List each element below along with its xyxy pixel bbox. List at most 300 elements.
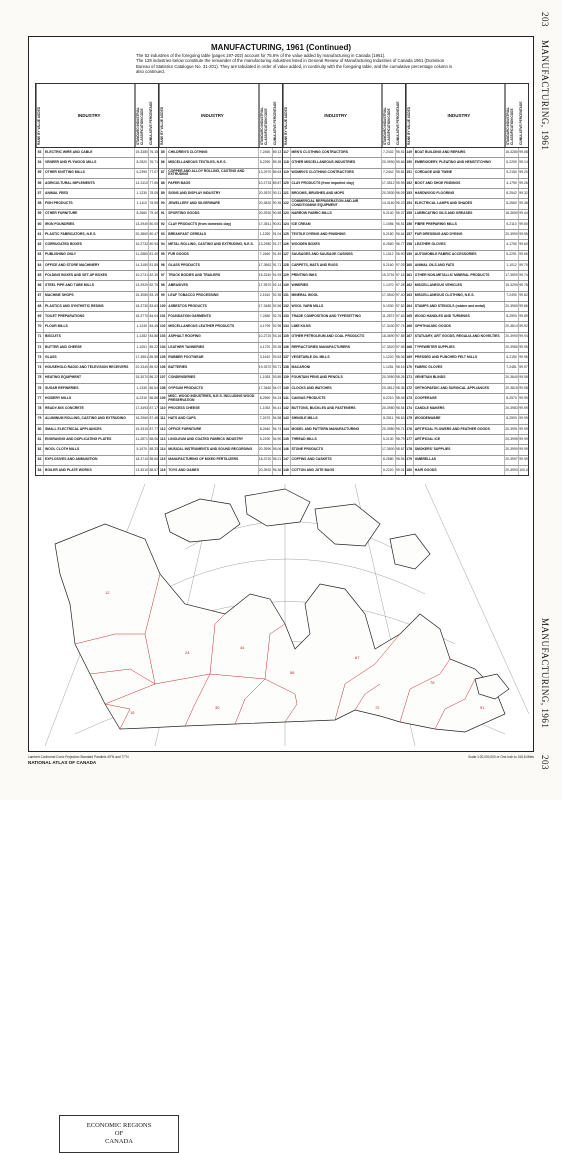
table-row xyxy=(159,148,281,158)
table-row xyxy=(159,435,281,445)
cumulative-cell: 99.98 xyxy=(519,375,528,380)
code-cell: 1-1110 xyxy=(135,199,149,208)
cumulative-cell: 91.49 xyxy=(272,252,282,257)
rank-cell: 167 xyxy=(406,333,414,342)
cumulative-cell: 99.08 xyxy=(519,149,528,154)
rank-cell: 152 xyxy=(406,179,414,188)
code-cell: 5-2160 xyxy=(382,261,396,270)
cumulative-cell: 80.94 xyxy=(149,242,158,247)
code-cell: 13-2940 xyxy=(135,220,149,229)
cumulative-cell: 88.06 xyxy=(149,436,158,441)
table-row xyxy=(159,302,281,312)
cumulative-cell: 97.74 xyxy=(396,324,405,329)
industry-cell: WOOL CLOTH MILLS xyxy=(44,445,135,454)
cumulative-cell: 99.99 xyxy=(519,447,528,452)
table-row xyxy=(283,333,405,343)
industry-cell: TRADE COMPOSITION AND TYPESETTING xyxy=(291,312,382,321)
header-industry: INDUSTRY xyxy=(291,84,382,147)
code-cell: 20-3814 xyxy=(505,322,519,331)
industry-cell: OTHER MISCELLANEOUS INDUSTRIES xyxy=(291,158,382,167)
code-cell: 13-2980 xyxy=(259,240,273,249)
industry-cell: LINOLEUM AND COATED FABRICS INDUSTRY xyxy=(167,435,258,444)
rank-cell: 140 xyxy=(283,384,291,393)
code-cell: 20-3860 xyxy=(135,230,149,239)
rank-cell: 141 xyxy=(283,394,291,403)
cumulative-cell: 99.99 xyxy=(519,457,528,462)
table-row xyxy=(283,302,405,312)
rank-cell: 162 xyxy=(406,281,414,290)
table-row xyxy=(159,374,281,384)
rank-cell: 113 xyxy=(159,435,167,444)
table-row xyxy=(159,292,281,302)
table-row xyxy=(283,435,405,445)
cumulative-cell: 77.07 xyxy=(149,170,158,175)
cumulative-cell: 92.35 xyxy=(272,293,282,298)
code-cell: 19-3310 xyxy=(135,425,149,434)
table-row xyxy=(159,425,281,435)
cumulative-cell: 76.71 xyxy=(149,160,158,165)
cumulative-cell: 91.71 xyxy=(272,262,282,267)
cumulative-cell: 95.95 xyxy=(396,180,405,185)
code-cell: 15-3290 xyxy=(505,281,519,290)
industry-cell: FUR DRESSING AND DYEING xyxy=(414,230,505,239)
cumulative-cell: 98.94 xyxy=(396,457,405,462)
rank-cell: 124 xyxy=(283,220,291,229)
code-cell: 17-3590 xyxy=(505,271,519,280)
table-body xyxy=(406,148,528,475)
rank-cell: 93 xyxy=(159,230,167,239)
cumulative-cell: 95.66 xyxy=(396,160,405,165)
industry-cell: CHILDREN'S CLOTHING xyxy=(167,148,258,157)
cumulative-cell: 99.86 xyxy=(519,303,528,308)
cumulative-cell: 99.32 xyxy=(519,190,528,195)
intro-paragraph: The 52 industries of the foregoing table (pages 197-202) account for 75.6% of the value added by manufacturing in Canada (1961). xyxy=(136,53,386,58)
industry-cell: OPHTHALMIC GOODS xyxy=(414,322,505,331)
table-row xyxy=(159,353,281,363)
industry-cell: CORRUGATED BOXES xyxy=(44,240,135,249)
table-row xyxy=(406,343,528,353)
table-row xyxy=(406,312,528,322)
table-row xyxy=(36,343,158,353)
code-cell: 17-3430 xyxy=(382,322,396,331)
header-cumulative: CUMULATIVE PERCENTAGE xyxy=(149,101,154,145)
rank-cell: 68 xyxy=(36,302,44,311)
cumulative-cell: 90.11 xyxy=(272,190,282,195)
code-cell: 11-2872 xyxy=(382,312,396,321)
table-row xyxy=(36,220,158,230)
rank-cell: 111 xyxy=(159,415,167,424)
header-code: STANDARD INDUSTRIAL CLASSIFICATION CODE xyxy=(382,84,396,147)
industry-cell: TYPEWRITER SUPPLIES xyxy=(414,343,505,352)
code-cell: 17-3500 xyxy=(382,445,396,454)
table-row xyxy=(406,384,528,394)
table-row xyxy=(406,251,528,261)
rank-cell: 90 xyxy=(159,199,167,208)
industry-cell: JEWELLERY AND SILVERWARE xyxy=(167,199,258,208)
industry-cell: SMOKERS' SUPPLIES xyxy=(414,445,505,454)
rank-cell: 170 xyxy=(406,363,414,372)
code-cell: 20-3993 xyxy=(505,466,519,475)
table-row xyxy=(36,404,158,414)
rank-cell: 180 xyxy=(406,466,414,475)
industry-cell: WOOL YARN MILLS xyxy=(291,302,382,311)
rank-cell: 133 xyxy=(283,312,291,321)
cumulative-cell: 89.13 xyxy=(272,149,282,154)
table-row xyxy=(406,363,528,373)
code-cell: 7-2450 xyxy=(259,148,273,157)
code-cell: 7-2480 xyxy=(259,312,273,321)
industry-cell: COOPERAGE xyxy=(414,394,505,403)
code-cell: 17-3520 xyxy=(382,343,396,352)
region-number: 78 xyxy=(430,680,435,685)
cumulative-cell: 99.74 xyxy=(519,272,528,277)
code-cell: 20-3980 xyxy=(382,404,396,413)
industry-cell: HAIR GOODS xyxy=(414,466,505,475)
industry-cell: BROOMS, BRUSHES AND MOPS xyxy=(291,189,382,198)
code-cell: 7-2490 xyxy=(505,292,519,301)
industry-cell: MISCELLANEOUS CLOTHING, N.E.S. xyxy=(414,292,505,301)
cumulative-cell: 97.16 xyxy=(396,272,405,277)
rank-cell: 67 xyxy=(36,292,44,301)
industry-cell: WOMEN'S CLOTHING CONTRACTORS xyxy=(291,169,382,178)
table-row xyxy=(36,363,158,373)
code-cell: 18-3730 xyxy=(135,302,149,311)
code-cell: 7-2470 xyxy=(259,415,273,424)
cumulative-cell: 98.36 xyxy=(396,385,405,390)
rank-cell: 87 xyxy=(159,169,167,178)
header-rank: RANK BY VALUE ADDED xyxy=(36,84,44,147)
cumulative-cell: 96.51 xyxy=(396,221,405,226)
region-number: 91 xyxy=(480,705,485,710)
rank-cell: 73 xyxy=(36,353,44,362)
industry-cell: MISCELLANEOUS VEHICLES xyxy=(414,281,505,290)
header-cumulative: CUMULATIVE PERCENTAGE xyxy=(272,101,277,145)
code-cell: 20-3990 xyxy=(505,445,519,454)
rank-cell: 72 xyxy=(36,343,44,352)
rank-cell: 106 xyxy=(159,363,167,372)
industry-cell: ANIMAL OILS AND FATS xyxy=(414,261,505,270)
cumulative-cell: 99.65 xyxy=(519,252,528,257)
rank-cell: 71 xyxy=(36,333,44,342)
header-industry: INDUSTRY xyxy=(167,84,258,147)
code-cell: 1-1230 xyxy=(135,189,149,198)
industry-cell: MACHINE SHOPS xyxy=(44,292,135,301)
code-cell: 7-2432 xyxy=(382,148,396,157)
code-cell: 18-3710 xyxy=(135,456,149,465)
cumulative-cell: 99.44 xyxy=(519,211,528,216)
rank-cell: 92 xyxy=(159,220,167,229)
code-cell: 8-2560 xyxy=(382,240,396,249)
table-row xyxy=(406,415,528,425)
industry-cell: VENEER AND PLYWOOD MILLS xyxy=(44,158,135,167)
table-row xyxy=(283,363,405,373)
cumulative-cell: 96.37 xyxy=(396,211,405,216)
cumulative-cell: 98.45 xyxy=(396,395,405,400)
code-cell: 11-2880 xyxy=(135,251,149,260)
rank-cell: 83 xyxy=(36,456,44,465)
cumulative-cell: 84.86 xyxy=(149,334,158,339)
rank-cell: 97 xyxy=(159,271,167,280)
industry-cell: WOOD HANDLES AND TURNINGS xyxy=(414,312,505,321)
table-row xyxy=(406,353,528,363)
cumulative-cell: 87.48 xyxy=(149,416,158,421)
industry-cell: ANIMAL FEED xyxy=(44,189,135,198)
map-scale: Scale 1:20,000,000 or One Inch to 315.6 Miles xyxy=(468,755,534,759)
code-cell: 1-1053 xyxy=(259,374,273,383)
cumulative-cell: 100.0 xyxy=(519,467,528,472)
atlas-name: NATIONAL ATLAS OF CANADA xyxy=(28,760,97,765)
cumulative-cell: 98.63 xyxy=(396,416,405,421)
industry-cell: LUBRICATING OILS AND GREASES xyxy=(414,210,505,219)
industry-cell: CARPETS, MATS AND RUGS xyxy=(291,261,382,270)
cumulative-cell: 77.65 xyxy=(149,180,158,185)
code-cell: 10-2720 xyxy=(259,333,273,342)
code-cell: 20-3997 xyxy=(505,456,519,465)
industry-cell: SPORTING GOODS xyxy=(167,210,258,219)
table-row xyxy=(283,261,405,271)
industry-cell: THREAD MILLS xyxy=(291,435,382,444)
table-row xyxy=(159,322,281,332)
header-cumulative: CUMULATIVE PERCENTAGE xyxy=(519,101,523,145)
code-cell: 17-3570 xyxy=(259,281,273,290)
code-cell: 20-3930 xyxy=(259,210,273,219)
industry-cell: MACARONI xyxy=(291,363,382,372)
code-cell: 1-1470 xyxy=(382,281,396,290)
running-head-top: MANUFACTURING, 1961 xyxy=(540,40,550,151)
table-row xyxy=(283,251,405,261)
rank-cell: 176 xyxy=(406,425,414,434)
code-cell: 6-2310 xyxy=(135,394,149,403)
code-cell: 6-2390 xyxy=(135,169,149,178)
table-row xyxy=(406,425,528,435)
rank-cell: 96 xyxy=(159,261,167,270)
code-cell: 17-3562 xyxy=(259,261,273,270)
table-row xyxy=(159,271,281,281)
table-row xyxy=(159,169,281,179)
rank-cell: 54 xyxy=(36,158,44,167)
table-row xyxy=(283,445,405,455)
code-cell: 20-3995 xyxy=(505,435,519,444)
code-cell: 17-3540 xyxy=(382,292,396,301)
cumulative-cell: 88.87 xyxy=(149,467,158,472)
table-row xyxy=(36,302,158,312)
code-cell: 1-1052 xyxy=(259,404,273,413)
table-row xyxy=(36,312,158,322)
rank-cell: 76 xyxy=(36,384,44,393)
table-row xyxy=(283,456,405,466)
rank-cell: 156 xyxy=(406,220,414,229)
table-row xyxy=(159,404,281,414)
cumulative-cell: 89.39 xyxy=(272,160,282,165)
industry-cell: WOODENWARE xyxy=(414,415,505,424)
industry-cell: LIME KILNS xyxy=(291,322,382,331)
header-industry: INDUSTRY xyxy=(44,84,135,147)
code-cell: 8-2511 xyxy=(382,415,396,424)
industry-cell: PUBLISHING ONLY xyxy=(44,251,135,260)
code-cell: 8-2593 xyxy=(505,415,519,424)
code-cell: 5-2180 xyxy=(382,230,396,239)
industry-cell: STAMPS AND STENCILS (rubber and metal) xyxy=(414,302,505,311)
rank-cell: 127 xyxy=(283,251,291,260)
code-cell: 19-3380 xyxy=(135,148,149,157)
cumulative-cell: 92.76 xyxy=(272,313,282,318)
industry-cell: ASBESTOS PRODUCTS xyxy=(167,302,258,311)
code-cell: 7-2481 xyxy=(505,363,519,372)
industry-cell: GYPSUM PRODUCTS xyxy=(167,384,258,393)
code-cell: 1-1012 xyxy=(382,251,396,260)
code-cell: 5-2210 xyxy=(382,394,396,403)
region-number: 67 xyxy=(355,655,360,660)
rank-cell: 151 xyxy=(406,169,414,178)
rank-cell: 53 xyxy=(36,148,44,157)
industry-cell: ASPHALT ROOFING xyxy=(167,333,258,342)
rank-cell: 101 xyxy=(159,312,167,321)
cumulative-cell: 93.71 xyxy=(272,365,282,370)
code-cell: 5-2130 xyxy=(382,435,396,444)
code-cell: 1-1282 xyxy=(135,333,149,342)
cumulative-cell: 97.85 xyxy=(396,334,405,339)
rank-cell: 128 xyxy=(283,261,291,270)
table-row xyxy=(283,148,405,158)
table-row xyxy=(406,210,528,220)
page-footer xyxy=(28,755,534,769)
table-row xyxy=(159,251,281,261)
table-row xyxy=(406,220,528,230)
industry-cell: WOODEN BOXES xyxy=(291,240,382,249)
cumulative-cell: 88.33 xyxy=(149,447,158,452)
industry-cell: STONE PRODUCTS xyxy=(291,445,382,454)
table-row xyxy=(283,189,405,199)
rank-cell: 78 xyxy=(36,404,44,413)
table-row xyxy=(406,281,528,291)
table-row xyxy=(36,210,158,220)
code-cell: 1-1250 xyxy=(259,230,273,239)
code-cell: 14-3110 xyxy=(135,179,149,188)
table-row xyxy=(406,199,528,209)
rank-cell: 69 xyxy=(36,312,44,321)
code-cell: 8-2570 xyxy=(505,394,519,403)
cumulative-cell: 78.55 xyxy=(149,201,158,206)
rank-cell: 161 xyxy=(406,271,414,280)
rank-cell: 154 xyxy=(406,199,414,208)
industry-cell: BUTTER AND CHEESE xyxy=(44,343,135,352)
code-cell: 1-1220 xyxy=(382,353,396,362)
table-row xyxy=(36,281,158,291)
rank-cell: 169 xyxy=(406,353,414,362)
code-cell: 15-3080 xyxy=(135,292,149,301)
table-row xyxy=(36,466,158,475)
rank-cell: 172 xyxy=(406,384,414,393)
code-cell: 17-3460 xyxy=(259,384,273,393)
table-row xyxy=(159,158,281,168)
code-cell: 20-3812 xyxy=(382,384,396,393)
industry-cell: ABRASIVES xyxy=(167,281,258,290)
code-cell: 4-1799 xyxy=(259,322,273,331)
code-cell: 3-1610 xyxy=(259,353,273,362)
rank-cell: 112 xyxy=(159,425,167,434)
table-row xyxy=(159,466,281,475)
cumulative-cell: 97.63 xyxy=(396,313,405,318)
cumulative-cell: 97.96 xyxy=(396,344,405,349)
table-row xyxy=(159,343,281,353)
industry-cell: PAPER BAGS xyxy=(167,179,258,188)
rank-cell: 144 xyxy=(283,425,291,434)
parallel-line xyxy=(155,559,425,594)
code-cell: 16-2960 xyxy=(135,415,149,424)
cumulative-cell: 97.40 xyxy=(396,293,405,298)
cumulative-cell: 99.99 xyxy=(519,416,528,421)
header-code: STANDARD INDUSTRIAL CLASSIFICATION CODE xyxy=(135,84,149,147)
code-cell: 8-2590 xyxy=(259,394,273,403)
cumulative-cell: 99.55 xyxy=(519,231,528,236)
industry-cell: FOUNTAIN PENS AND PENCILS xyxy=(291,374,382,383)
cumulative-cell: 95.81 xyxy=(396,170,405,175)
table-row xyxy=(159,199,281,209)
table-column xyxy=(36,84,159,475)
industry-cell: PROCESS CHEESE xyxy=(167,404,258,413)
industry-cell: READY-MIX CONCRETE xyxy=(44,404,135,413)
code-cell: 20-3990 xyxy=(382,158,396,167)
cumulative-cell: 87.17 xyxy=(149,406,158,411)
table-row xyxy=(159,415,281,425)
cumulative-cell: 94.24 xyxy=(272,395,282,400)
cumulative-cell: 95.51 xyxy=(396,149,405,154)
cumulative-cell: 92.14 xyxy=(272,283,282,288)
table-header xyxy=(283,84,405,148)
industry-cell: REFRACTORIES MANUFACTURERS xyxy=(291,343,382,352)
header-code: STANDARD INDUSTRIAL CLASSIFICATION CODE xyxy=(505,84,519,147)
table-row xyxy=(406,271,528,281)
industry-cell: CANVAS PRODUCTS xyxy=(291,394,382,403)
rank-cell: 99 xyxy=(159,292,167,301)
rank-cell: 77 xyxy=(36,394,44,403)
industry-cell: AUTOMOBILE FABRIC ACCESSORIES xyxy=(414,251,505,260)
table-row xyxy=(36,240,158,250)
industry-cell: FOUNDATION GARMENTS xyxy=(167,312,258,321)
cumulative-cell: 97.28 xyxy=(396,283,405,288)
table-row xyxy=(36,384,158,394)
table-row xyxy=(36,292,158,302)
industry-cell: MISC. WOOD INDUSTRIES, N.E.S. INCLUDING WOOD PRESERVATION xyxy=(167,394,258,403)
industry-cell: MINERAL WOOL xyxy=(291,292,382,301)
table-row xyxy=(36,445,158,455)
cumulative-cell: 97.03 xyxy=(396,262,405,267)
cumulative-cell: 81.85 xyxy=(149,262,158,267)
table-row xyxy=(159,333,281,343)
rank-cell: 120 xyxy=(283,179,291,188)
code-cell: 11-2871 xyxy=(135,435,149,444)
cumulative-cell: 99.98 xyxy=(519,385,528,390)
table-row xyxy=(406,169,528,179)
cumulative-cell: 86.86 xyxy=(149,395,158,400)
table-row xyxy=(159,179,281,189)
industry-cell: BUTTONS, BUCKLES AND FASTENERS xyxy=(291,404,382,413)
rank-cell: 160 xyxy=(406,261,414,270)
cumulative-cell: 82.30 xyxy=(149,272,158,277)
cumulative-cell: 94.41 xyxy=(272,406,282,411)
table-header xyxy=(159,84,281,148)
table-row xyxy=(283,199,405,209)
cumulative-cell: 95.36 xyxy=(272,467,282,472)
rank-cell: 130 xyxy=(283,281,291,290)
industry-cell: LEATHER GLOVES xyxy=(414,240,505,249)
rank-cell: 85 xyxy=(159,148,167,157)
industry-cell: CLAY PRODUCTS (from domestic clay) xyxy=(167,220,258,229)
table-row xyxy=(36,333,158,343)
code-cell: 15-3070 xyxy=(135,374,149,383)
table-row xyxy=(406,179,528,189)
rank-cell: 79 xyxy=(36,415,44,424)
